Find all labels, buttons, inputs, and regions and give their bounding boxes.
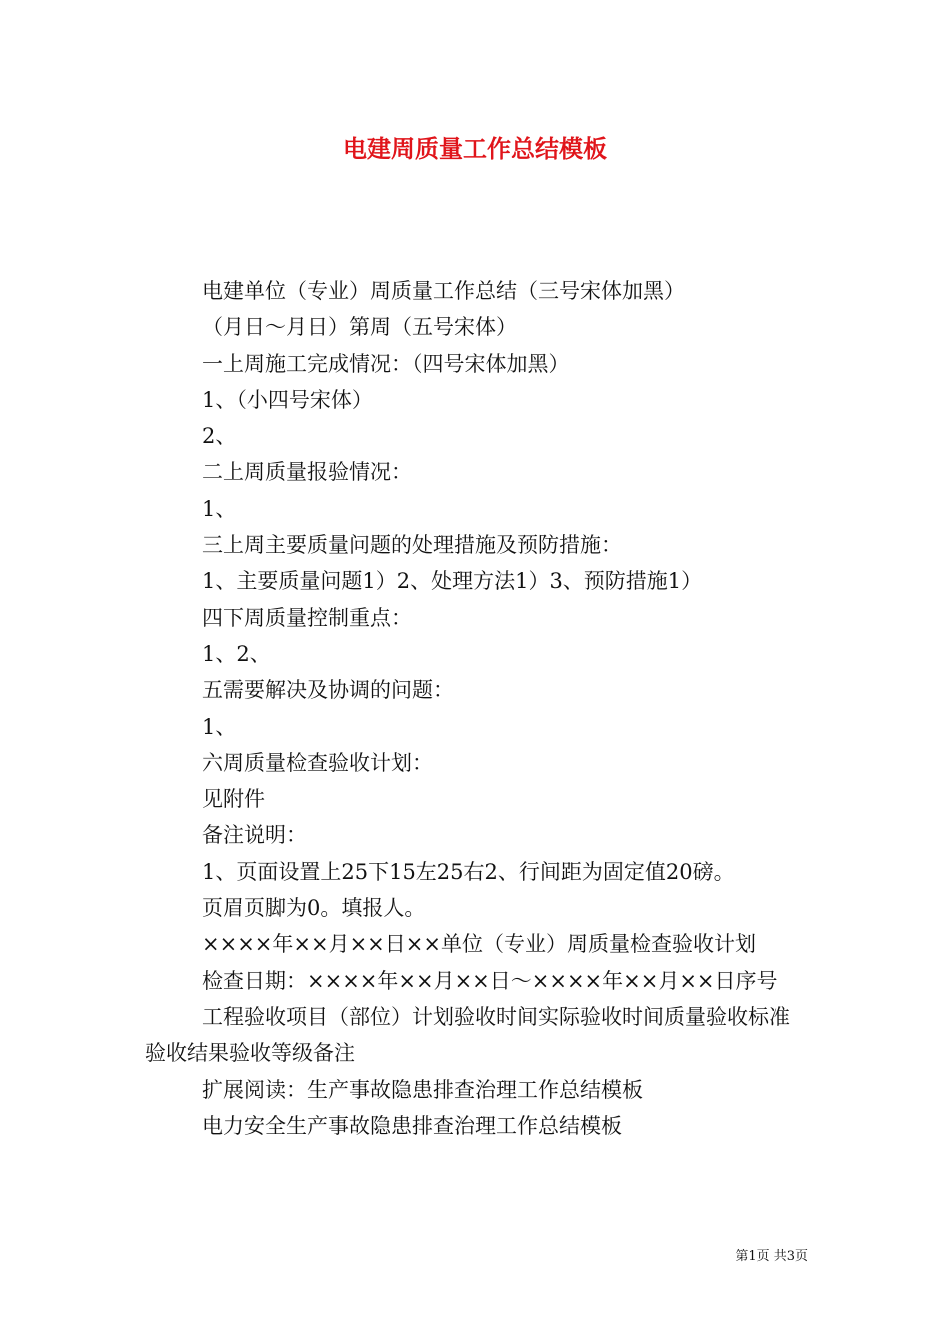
paragraph: 一上周施工完成情况：（四号宋体加黑） (202, 351, 570, 376)
paragraph: 电建单位（专业）周质量工作总结（三号宋体加黑） (202, 279, 685, 303)
paragraph: 1、主要质量问题1）2、处理方法1）3、预防措施1） (202, 569, 703, 594)
document-body (145, 273, 810, 1144)
paragraph: 1、2、 (202, 641, 271, 666)
paragraph: 六周质量检查验收计划： (202, 750, 433, 775)
paragraph: 工程验收项目（部位）计划验收时间实际验收时间质量验收标准验收结果验收等级备注 (145, 1004, 790, 1066)
paragraph: 五需要解决及协调的问题： (202, 678, 454, 703)
paragraph: 1、 (202, 496, 237, 521)
paragraph: 备注说明： (202, 823, 307, 848)
paragraph: 1、 (202, 714, 237, 739)
paragraph: 电力安全生产事故隐患排查治理工作总结模板 (202, 1113, 622, 1138)
paragraph: 页眉页脚为0。填报人。 (202, 896, 426, 921)
paragraph: 三上周主要质量问题的处理措施及预防措施： (202, 533, 622, 558)
paragraph: 2、 (202, 424, 237, 449)
page-footer: 第1页 共3页 (735, 1249, 808, 1264)
paragraph: 检查日期：××××年××月××日～××××年××月××日序号 (202, 968, 778, 993)
document-title: 电建周质量工作总结模板 (343, 134, 607, 163)
paragraph: （月日～月日）第周（五号宋体） (202, 315, 517, 340)
paragraph: 四下周质量控制重点： (202, 605, 412, 630)
paragraph: 二上周质量报验情况： (202, 460, 412, 485)
paragraph: 1、页面设置上25下15左25右2、行间距为固定值20磅。 (202, 859, 735, 884)
paragraph: ××××年××月××日××单位（专业）周质量检查验收计划 (202, 932, 756, 957)
paragraph: 1、（小四号宋体） (202, 387, 373, 412)
paragraph: 见附件 (202, 787, 265, 812)
paragraph: 扩展阅读：生产事故隐患排查治理工作总结模板 (202, 1077, 643, 1102)
